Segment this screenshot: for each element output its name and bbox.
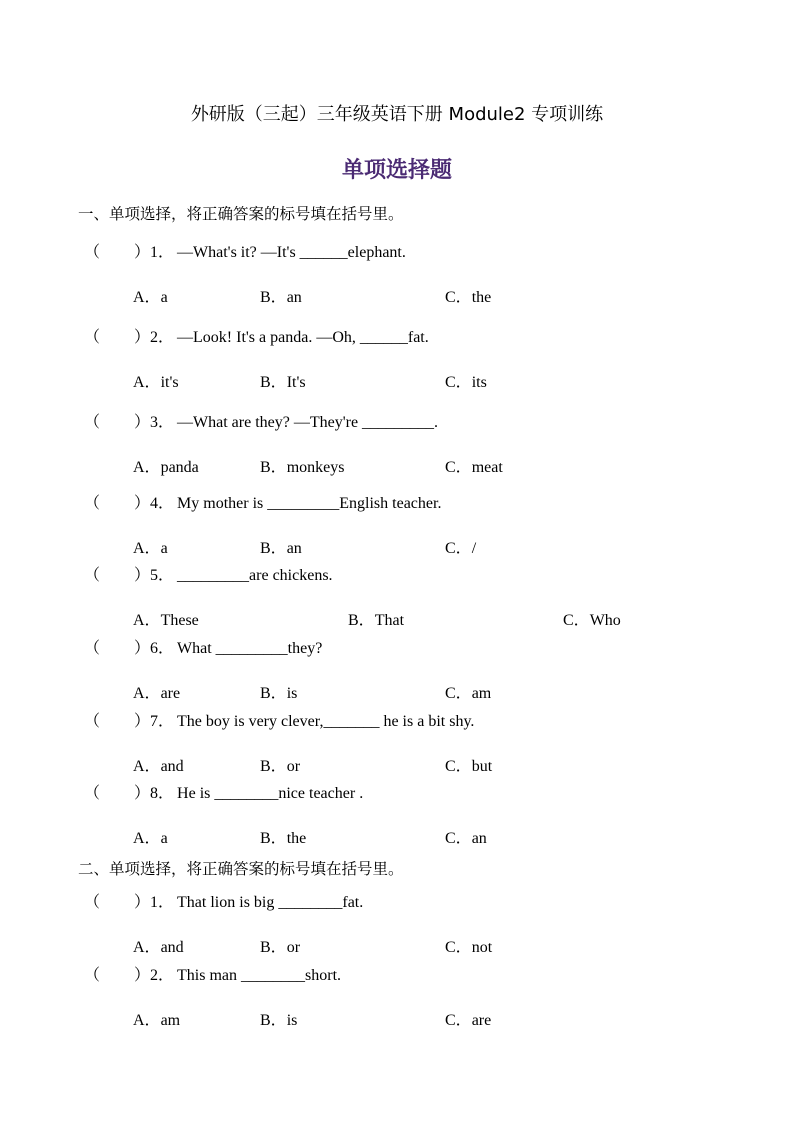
option-row bbox=[0, 684, 794, 704]
answer-option[interactable] bbox=[445, 1011, 491, 1031]
question-item bbox=[84, 784, 363, 804]
option-text: but bbox=[471, 758, 493, 775]
question-text: —Look! It's a panda. —Oh, ______fat. bbox=[177, 329, 429, 346]
option-letter: C． bbox=[445, 685, 472, 702]
option-letter: B． bbox=[260, 758, 287, 775]
answer-blank-open[interactable]: （ bbox=[84, 329, 101, 346]
option-letter: B． bbox=[260, 1012, 287, 1029]
question-item bbox=[84, 328, 429, 348]
option-letter: B． bbox=[260, 540, 287, 557]
answer-option[interactable] bbox=[133, 684, 180, 704]
question-item bbox=[84, 712, 474, 732]
answer-option[interactable] bbox=[133, 1011, 180, 1031]
option-text: / bbox=[471, 540, 477, 557]
option-row bbox=[0, 757, 794, 777]
question-item bbox=[84, 494, 441, 514]
answer-option[interactable] bbox=[133, 829, 168, 849]
question-number: 5． bbox=[150, 567, 175, 584]
option-text: meat bbox=[471, 459, 503, 476]
answer-option[interactable] bbox=[260, 829, 306, 849]
answer-option[interactable] bbox=[445, 684, 491, 704]
answer-option[interactable] bbox=[133, 288, 168, 308]
page-subtitle: 单项选择题 bbox=[341, 158, 452, 183]
option-text: is bbox=[286, 685, 298, 702]
option-letter: A． bbox=[133, 939, 161, 956]
option-letter: B． bbox=[260, 830, 287, 847]
option-text: a bbox=[160, 830, 168, 847]
option-letter: C． bbox=[445, 939, 472, 956]
option-text: Who bbox=[589, 612, 621, 629]
question-text: The boy is very clever,_______ he is a bit shy. bbox=[177, 713, 475, 730]
answer-blank-open[interactable]: （ bbox=[84, 967, 101, 984]
option-row bbox=[0, 288, 794, 308]
answer-blank-open[interactable]: （ bbox=[84, 713, 101, 730]
answer-blank-open[interactable]: （ bbox=[84, 640, 101, 657]
answer-option[interactable] bbox=[133, 373, 179, 393]
option-text: the bbox=[471, 289, 492, 306]
option-text: and bbox=[160, 939, 184, 956]
option-text: the bbox=[286, 830, 307, 847]
answer-option[interactable] bbox=[260, 938, 300, 958]
answer-option[interactable] bbox=[133, 938, 184, 958]
question-number: 3． bbox=[150, 414, 175, 431]
option-text: panda bbox=[160, 459, 199, 476]
answer-option[interactable] bbox=[445, 288, 491, 308]
option-letter: B． bbox=[260, 289, 287, 306]
option-text: That bbox=[374, 612, 405, 629]
option-letter: B． bbox=[260, 685, 287, 702]
option-letter: C． bbox=[445, 289, 472, 306]
question-item bbox=[84, 413, 438, 433]
question-item bbox=[84, 566, 333, 586]
answer-option[interactable] bbox=[260, 458, 344, 478]
option-row bbox=[0, 373, 794, 393]
question-text: This man ________short. bbox=[177, 967, 342, 984]
option-row bbox=[0, 611, 794, 631]
option-letter: A． bbox=[133, 685, 161, 702]
answer-option[interactable] bbox=[445, 938, 492, 958]
option-letter: A． bbox=[133, 459, 161, 476]
option-letter: A． bbox=[133, 374, 161, 391]
answer-option[interactable] bbox=[445, 829, 487, 849]
question-text: _________are chickens. bbox=[177, 567, 333, 584]
answer-option[interactable] bbox=[260, 539, 302, 559]
question-item bbox=[84, 639, 322, 659]
answer-blank-close: ） bbox=[134, 567, 151, 584]
answer-blank-close: ） bbox=[134, 414, 151, 431]
answer-blank-close: ） bbox=[134, 785, 151, 802]
question-number: 2． bbox=[150, 967, 175, 984]
option-text: am bbox=[160, 1012, 181, 1029]
option-text: are bbox=[471, 1012, 492, 1029]
option-text: an bbox=[471, 830, 487, 847]
option-text: a bbox=[160, 540, 168, 557]
question-number: 2． bbox=[150, 329, 175, 346]
option-letter: C． bbox=[445, 758, 472, 775]
option-letter: B． bbox=[260, 374, 287, 391]
question-text: —What are they? —They're _________. bbox=[177, 414, 439, 431]
option-letter: B． bbox=[260, 459, 287, 476]
option-text: or bbox=[286, 939, 301, 956]
question-item bbox=[84, 966, 341, 986]
section-heading: 一、单项选择，将正确答案的标号填在括号里。 bbox=[78, 205, 404, 223]
option-text: and bbox=[160, 758, 184, 775]
answer-blank-close: ） bbox=[134, 640, 151, 657]
question-number: 4． bbox=[150, 495, 175, 512]
answer-option[interactable] bbox=[445, 539, 476, 559]
question-text: What _________they? bbox=[177, 640, 323, 657]
answer-option[interactable] bbox=[445, 757, 492, 777]
option-row bbox=[0, 829, 794, 849]
option-row bbox=[0, 1011, 794, 1031]
answer-option[interactable] bbox=[445, 373, 487, 393]
question-number: 8． bbox=[150, 785, 175, 802]
option-text: it's bbox=[160, 374, 179, 391]
answer-option[interactable] bbox=[133, 757, 184, 777]
answer-option[interactable] bbox=[260, 1011, 297, 1031]
option-letter: A． bbox=[133, 758, 161, 775]
option-text: These bbox=[160, 612, 199, 629]
option-letter: C． bbox=[445, 540, 472, 557]
answer-option[interactable] bbox=[348, 611, 404, 631]
option-text: its bbox=[471, 374, 487, 391]
option-row bbox=[0, 458, 794, 478]
question-item bbox=[84, 893, 363, 913]
option-letter: B． bbox=[260, 939, 287, 956]
option-letter: B． bbox=[348, 612, 375, 629]
answer-option[interactable] bbox=[133, 611, 199, 631]
option-text: an bbox=[286, 289, 302, 306]
answer-blank-close: ） bbox=[134, 329, 151, 346]
answer-blank-close: ） bbox=[134, 244, 151, 261]
answer-option[interactable] bbox=[260, 288, 302, 308]
option-letter: C． bbox=[445, 459, 472, 476]
question-text: My mother is _________English teacher. bbox=[177, 495, 442, 512]
answer-blank-open[interactable]: （ bbox=[84, 894, 101, 911]
answer-blank-open[interactable]: （ bbox=[84, 414, 101, 431]
question-number: 6． bbox=[150, 640, 175, 657]
option-letter: C． bbox=[445, 830, 472, 847]
question-number: 1． bbox=[150, 894, 175, 911]
option-letter: C． bbox=[445, 1012, 472, 1029]
question-text: —What's it? —It's ______elephant. bbox=[177, 244, 406, 261]
option-text: or bbox=[286, 758, 301, 775]
question-text: He is ________nice teacher . bbox=[177, 785, 364, 802]
question-number: 7． bbox=[150, 713, 175, 730]
option-letter: A． bbox=[133, 1012, 161, 1029]
answer-option[interactable] bbox=[260, 684, 297, 704]
option-row bbox=[0, 938, 794, 958]
option-text: am bbox=[471, 685, 492, 702]
option-row bbox=[0, 539, 794, 559]
option-text: It's bbox=[286, 374, 306, 391]
answer-blank-close: ） bbox=[134, 894, 151, 911]
page-title: 外研版（三起）三年级英语下册 Module2 专项训练 bbox=[190, 104, 604, 125]
option-text: an bbox=[286, 540, 302, 557]
option-text: not bbox=[471, 939, 493, 956]
answer-blank-close: ） bbox=[134, 495, 151, 512]
answer-blank-close: ） bbox=[134, 967, 151, 984]
option-letter: C． bbox=[563, 612, 590, 629]
answer-option[interactable] bbox=[445, 458, 503, 478]
option-text: is bbox=[286, 1012, 298, 1029]
option-letter: C． bbox=[445, 374, 472, 391]
option-letter: A． bbox=[133, 289, 161, 306]
answer-blank-open[interactable]: （ bbox=[84, 785, 101, 802]
option-letter: A． bbox=[133, 540, 161, 557]
answer-option[interactable] bbox=[260, 373, 306, 393]
question-text: That lion is big ________fat. bbox=[177, 894, 364, 911]
option-text: a bbox=[160, 289, 168, 306]
option-letter: A． bbox=[133, 612, 161, 629]
answer-blank-open[interactable]: （ bbox=[84, 495, 101, 512]
section-heading: 二、单项选择，将正确答案的标号填在括号里。 bbox=[78, 860, 404, 878]
question-number: 1． bbox=[150, 244, 175, 261]
answer-option[interactable] bbox=[563, 611, 621, 631]
answer-option[interactable] bbox=[133, 539, 168, 559]
answer-blank-open[interactable]: （ bbox=[84, 567, 101, 584]
option-text: are bbox=[160, 685, 181, 702]
option-letter: A． bbox=[133, 830, 161, 847]
answer-blank-close: ） bbox=[134, 713, 151, 730]
question-item bbox=[84, 243, 406, 263]
option-text: monkeys bbox=[286, 459, 345, 476]
answer-blank-open[interactable]: （ bbox=[84, 244, 101, 261]
answer-option[interactable] bbox=[133, 458, 199, 478]
answer-option[interactable] bbox=[260, 757, 300, 777]
